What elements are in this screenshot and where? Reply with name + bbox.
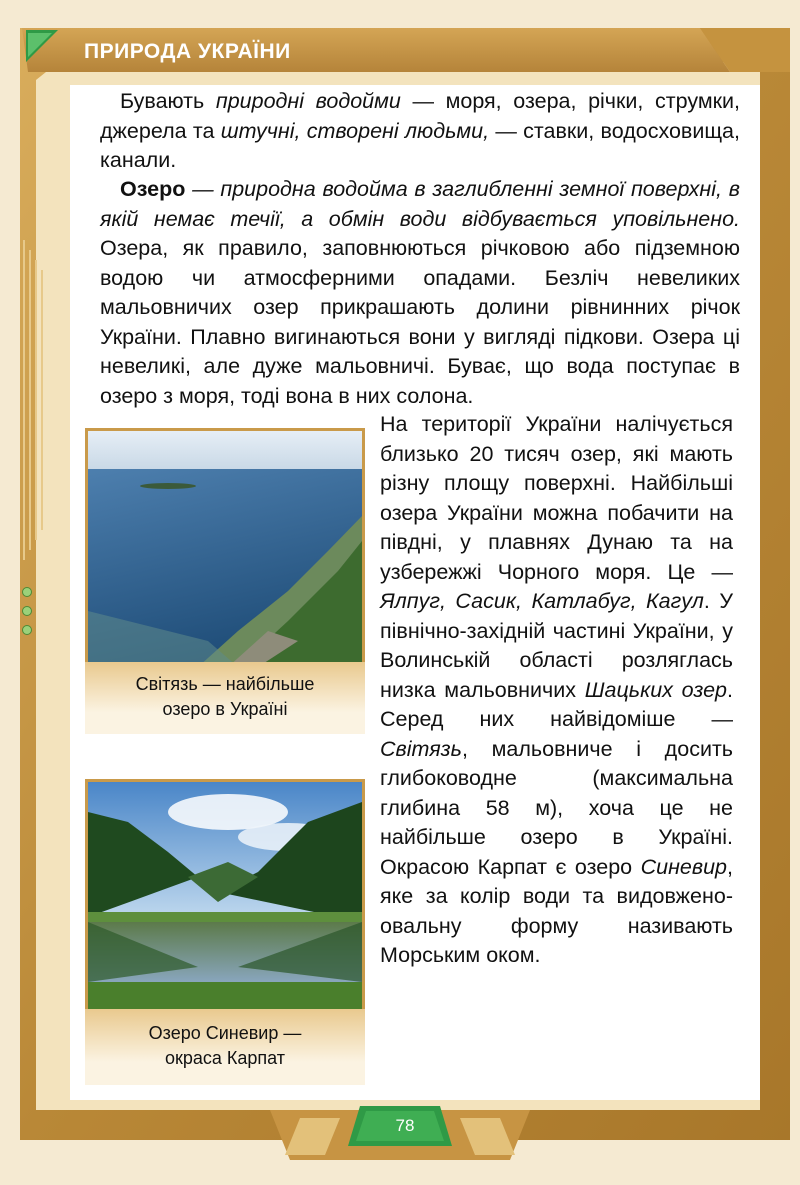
figure-synevyr (85, 779, 365, 1099)
photo-synevyr (85, 779, 365, 1017)
photo-svitiaz (85, 428, 365, 670)
side-dot-icon (22, 606, 32, 616)
lake-synevyr-image (88, 782, 362, 1014)
page-content (75, 85, 755, 1095)
paragraph-lakes-of-ukraine: На території України налічується близько 20 тисяч озер, які мають різну площу поверхні. Найбільші озера України можна побачити на півдні, у плавнях Дунаю та на узбережжі Чорного моря. Це — Ялпуг, Сасик, Катлабуг, Кагул. У північно-західній частині України, у Волинській області розляглась низка мальовничих Шацьких озер. Серед них найвідоміше — Світязь, мальовниче і досить глибоководне (максимальна глибина 58 м), хоча це не найбільше озеро в Україні. Окрасою Карпат є озеро Синевир, яке за колір води та видовжено-овальну форму називають Морським оком. (380, 412, 734, 967)
side-dot-icon (22, 625, 32, 635)
side-dot-icon (22, 587, 32, 597)
paragraph-water-bodies: Бувають природні водойми — моря, озера, річки, струмки, джерела та штучні, створені людьми, — ставки, водосховища, канали. (100, 89, 741, 172)
caption-svitiaz: Світязь — найбільше озеро в Україні (85, 662, 365, 734)
figure-svitiaz (85, 428, 365, 748)
lake-svitiaz-image (88, 431, 362, 667)
term-lake: Озеро (120, 177, 186, 201)
paragraph-lake-definition: Озеро — природна водойма в заглибленні земної поверхні, в якій немає течії, а обмін води відбувається уповільнено. Озера, як правило, заповнюються річковою або підземною водою чи атмосферними опадами. Безліч невеликих мальовничих озер прикрашають долини рівнинних річок України. Плавно вигинаються вони у вигляді підкови. Озера ці невеликі, але дуже мальовничі. Буває, що вода поступає в озеро з моря, тоді вона в них солона. (100, 177, 740, 408)
page-number: 78 (395, 1116, 415, 1135)
caption-synevyr: Озеро Синевир — окраса Карпат (85, 1009, 365, 1085)
section-title: ПРИРОДА УКРАЇНИ (84, 40, 291, 63)
